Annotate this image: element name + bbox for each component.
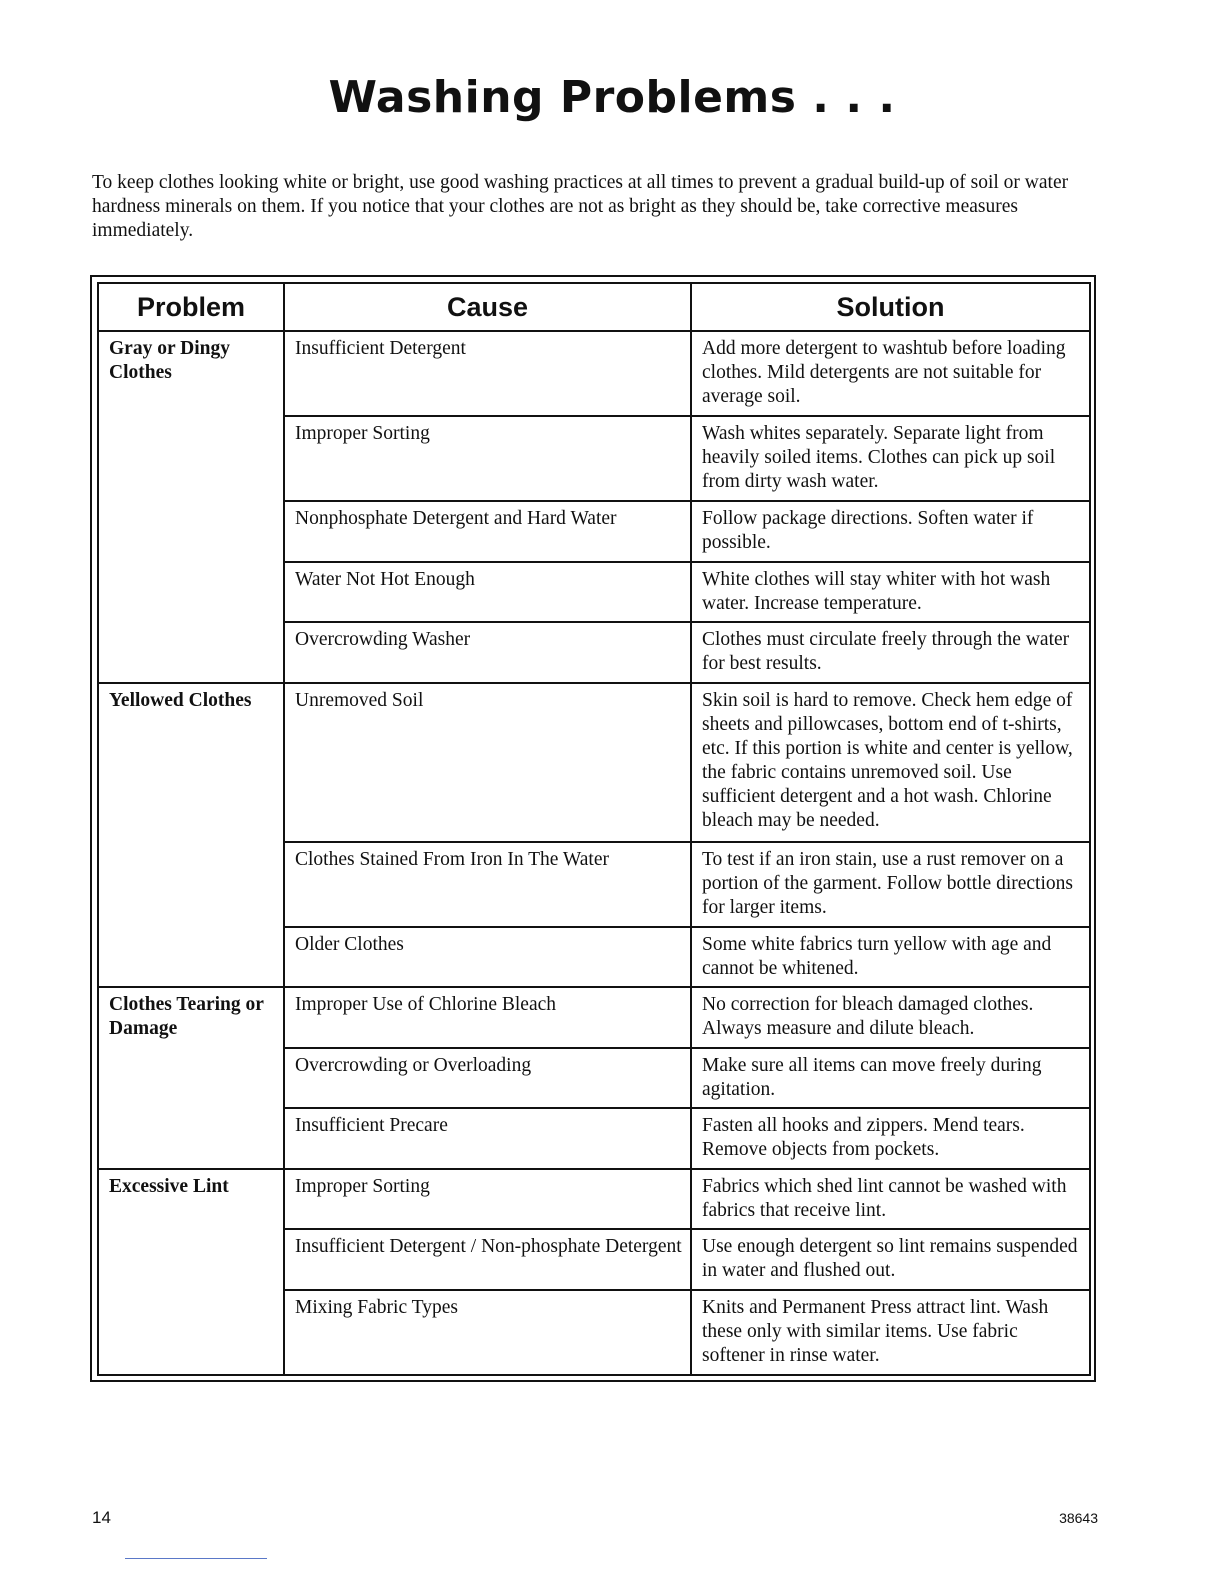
cause-cell: Insufficient Detergent — [284, 331, 691, 416]
table-header-row — [98, 283, 1090, 331]
cause-cell: Overcrowding or Overloading — [284, 1048, 691, 1109]
page-title: Washing Problems . . . — [328, 72, 896, 123]
solution-cell: Some white fabrics turn yellow with age and cannot be whitened. — [691, 927, 1090, 988]
cause-cell: Improper Use of Chlorine Bleach — [284, 987, 691, 1048]
solution-cell: Wash whites separately. Separate light from heavily soiled items. Clothes can pick up soil from dirty wash water. — [691, 416, 1090, 501]
problem-cell: Gray or Dingy Clothes — [98, 331, 284, 683]
cause-cell: Older Clothes — [284, 927, 691, 988]
cause-cell: Mixing Fabric Types — [284, 1290, 691, 1375]
problem-cell: Clothes Tearing or Damage — [98, 987, 284, 1169]
solution-cell: Fasten all hooks and zippers. Mend tears. Remove objects from pockets. — [691, 1108, 1090, 1169]
table-row — [98, 683, 1090, 842]
cause-cell: Unremoved Soil — [284, 683, 691, 842]
cause-cell: Improper Sorting — [284, 1169, 691, 1230]
solution-cell: To test if an iron stain, use a rust remover on a portion of the garment. Follow bottle directions for larger items. — [691, 842, 1090, 927]
solution-cell: Knits and Permanent Press attract lint. Wash these only with similar items. Use fabric softener in rinse water. — [691, 1290, 1090, 1375]
document-code: 38643 — [1059, 1510, 1098, 1526]
table-row — [98, 331, 1090, 416]
cause-cell: Clothes Stained From Iron In The Water — [284, 842, 691, 927]
solution-cell: Skin soil is hard to remove. Check hem edge of sheets and pillowcases, bottom end of t-shirts, etc. If this portion is white and center is yellow, the fabric contains unremoved soil. Use sufficient detergent and a hot wash. Chlorine bleach may be needed. — [691, 683, 1090, 842]
solution-cell: Fabrics which shed lint cannot be washed with fabrics that receive lint. — [691, 1169, 1090, 1230]
cause-cell: Improper Sorting — [284, 416, 691, 501]
cause-cell: Insufficient Detergent / Non-phosphate Detergent — [284, 1229, 691, 1290]
problems-table — [97, 282, 1091, 1376]
cause-cell: Overcrowding Washer — [284, 622, 691, 683]
solution-cell: Clothes must circulate freely through the water for best results. — [691, 622, 1090, 683]
page-number: 14 — [92, 1508, 111, 1527]
footer-rule — [125, 1558, 267, 1559]
header-cause: Cause — [284, 283, 691, 331]
header-solution: Solution — [691, 283, 1090, 331]
solution-cell: Make sure all items can move freely during agitation. — [691, 1048, 1090, 1109]
solution-cell: Follow package directions. Soften water if possible. — [691, 501, 1090, 562]
header-problem: Problem — [98, 283, 284, 331]
solution-cell: No correction for bleach damaged clothes. Always measure and dilute bleach. — [691, 987, 1090, 1048]
problem-cell: Excessive Lint — [98, 1169, 284, 1375]
table-row — [98, 987, 1090, 1048]
intro-paragraph: To keep clothes looking white or bright, use good washing practices at all times to prevent a gradual build-up of soil or water hardness minerals on them. If you notice that your clothes are not as bright as they should be, take corrective measures immediately. — [92, 172, 1069, 241]
solution-cell: Use enough detergent so lint remains suspended in water and flushed out. — [691, 1229, 1090, 1290]
cause-cell: Water Not Hot Enough — [284, 562, 691, 623]
solution-cell: White clothes will stay whiter with hot wash water. Increase temperature. — [691, 562, 1090, 623]
problem-cell: Yellowed Clothes — [98, 683, 284, 988]
cause-cell: Nonphosphate Detergent and Hard Water — [284, 501, 691, 562]
solution-cell: Add more detergent to washtub before loading clothes. Mild detergents are not suitable for average soil. — [691, 331, 1090, 416]
table-row — [98, 1169, 1090, 1230]
cause-cell: Insufficient Precare — [284, 1108, 691, 1169]
